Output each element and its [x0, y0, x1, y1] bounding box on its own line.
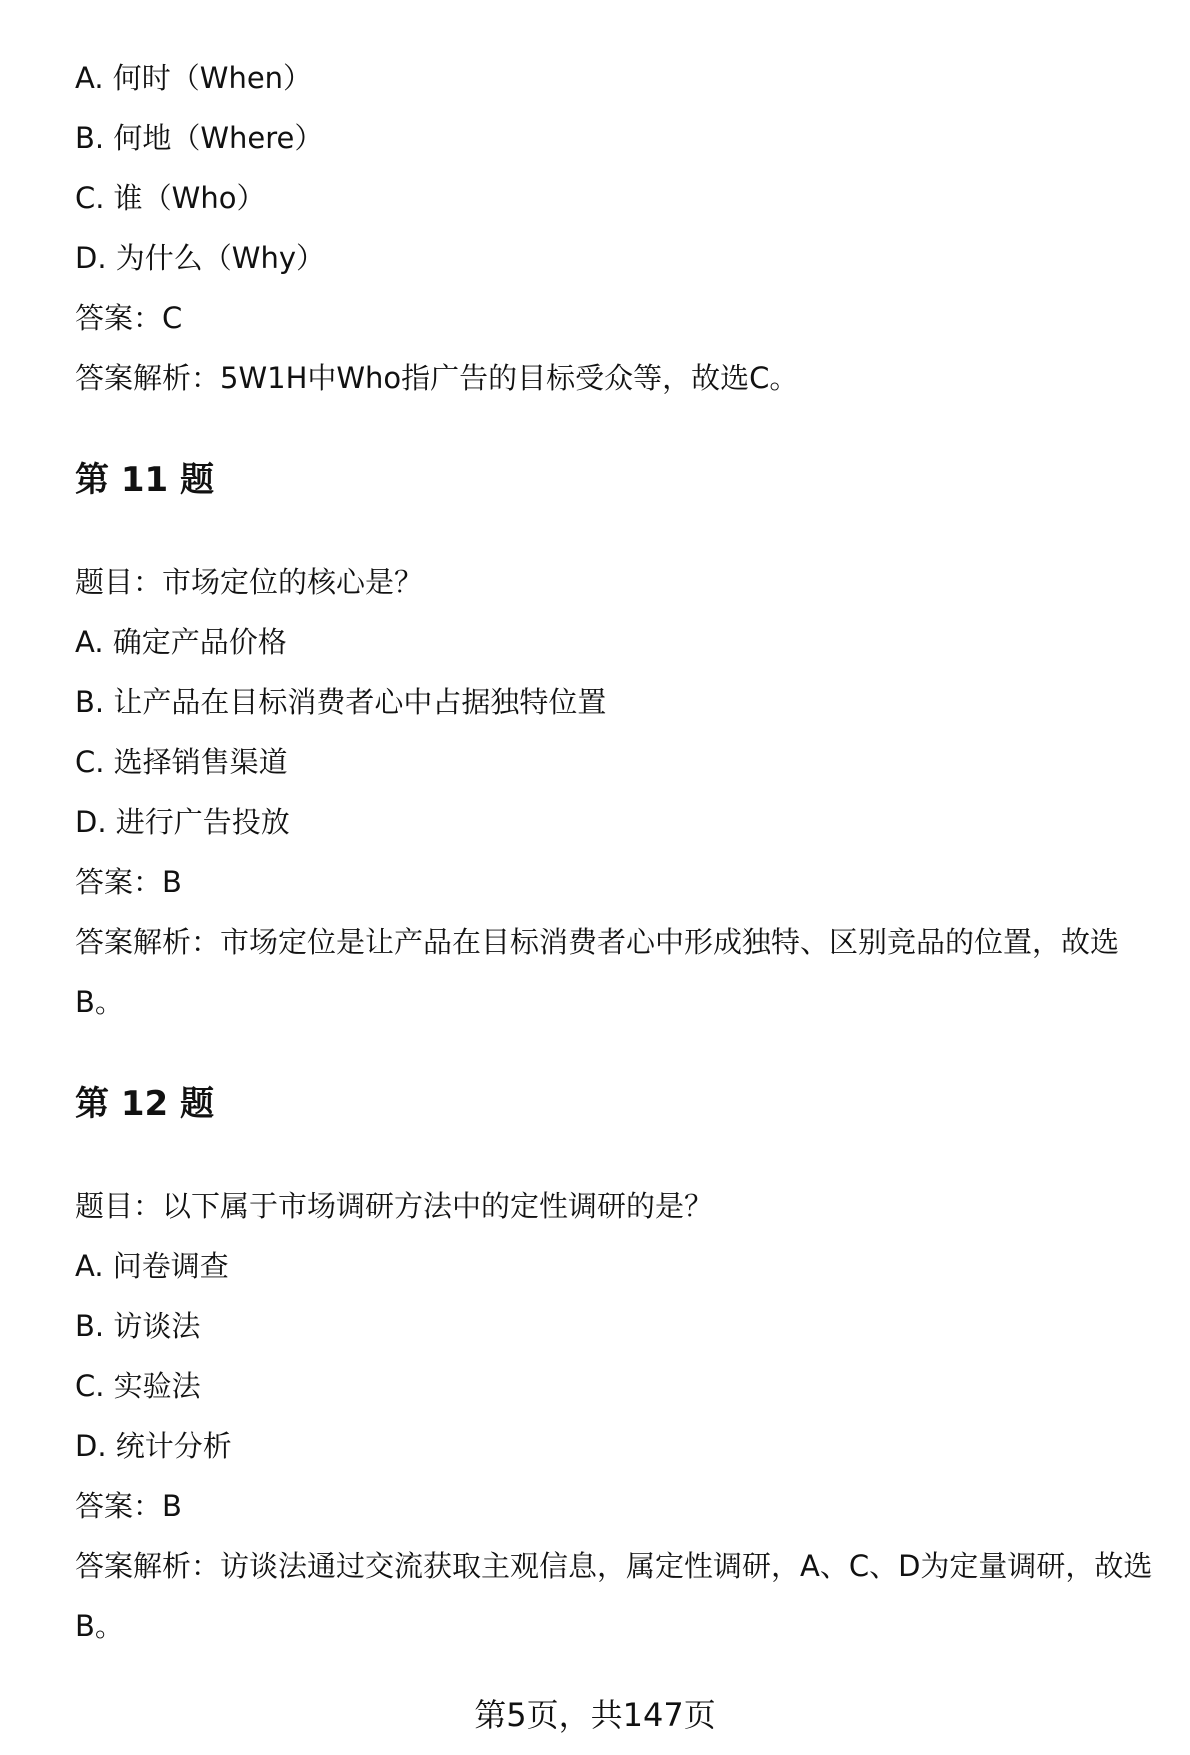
q10-explanation: 答案解析：5W1H中Who指广告的目标受众等，故选C。	[75, 361, 799, 395]
q11-question: 题目：市场定位的核心是？	[75, 565, 424, 599]
q10-option-c: C. 谁（Who）	[75, 181, 266, 215]
q10-option-b: B. 何地（Where）	[75, 121, 324, 155]
q12-option-d: D. 统计分析	[75, 1429, 232, 1463]
q11-heading: 第 11 题	[75, 460, 214, 500]
q11-option-a: A. 确定产品价格	[75, 625, 287, 659]
page-number-footer: 第5页，共147页	[474, 1696, 716, 1734]
q11-option-d: D. 进行广告投放	[75, 805, 290, 839]
q12-answer: 答案：B	[75, 1489, 182, 1523]
q11-answer: 答案：B	[75, 865, 182, 899]
q12-heading: 第 12 题	[75, 1084, 214, 1124]
q12-explanation: 答案解析：访谈法通过交流获取主观信息，属定性调研，A、C、D为定量调研，故选B。	[75, 1549, 1153, 1643]
q11-option-c: C. 选择销售渠道	[75, 745, 288, 779]
question-11-block	[75, 450, 1160, 1032]
q12-option-b: B. 访谈法	[75, 1309, 201, 1343]
q12-option-a: A. 问卷调查	[75, 1249, 229, 1283]
q10-option-a: A. 何时（When）	[75, 61, 313, 95]
question-10-block	[75, 48, 1160, 408]
q11-explanation: 答案解析：市场定位是让产品在目标消费者心中形成独特、区别竞品的位置，故选B。	[75, 925, 1120, 1019]
q12-option-c: C. 实验法	[75, 1369, 201, 1403]
q11-option-b: B. 让产品在目标消费者心中占据独特位置	[75, 685, 607, 719]
q10-answer: 答案：C	[75, 301, 183, 335]
question-12-block	[75, 1074, 1160, 1656]
page-content	[75, 48, 1160, 1656]
q12-question: 题目：以下属于市场调研方法中的定性调研的是？	[75, 1189, 714, 1223]
q10-option-d: D. 为什么（Why）	[75, 241, 325, 275]
